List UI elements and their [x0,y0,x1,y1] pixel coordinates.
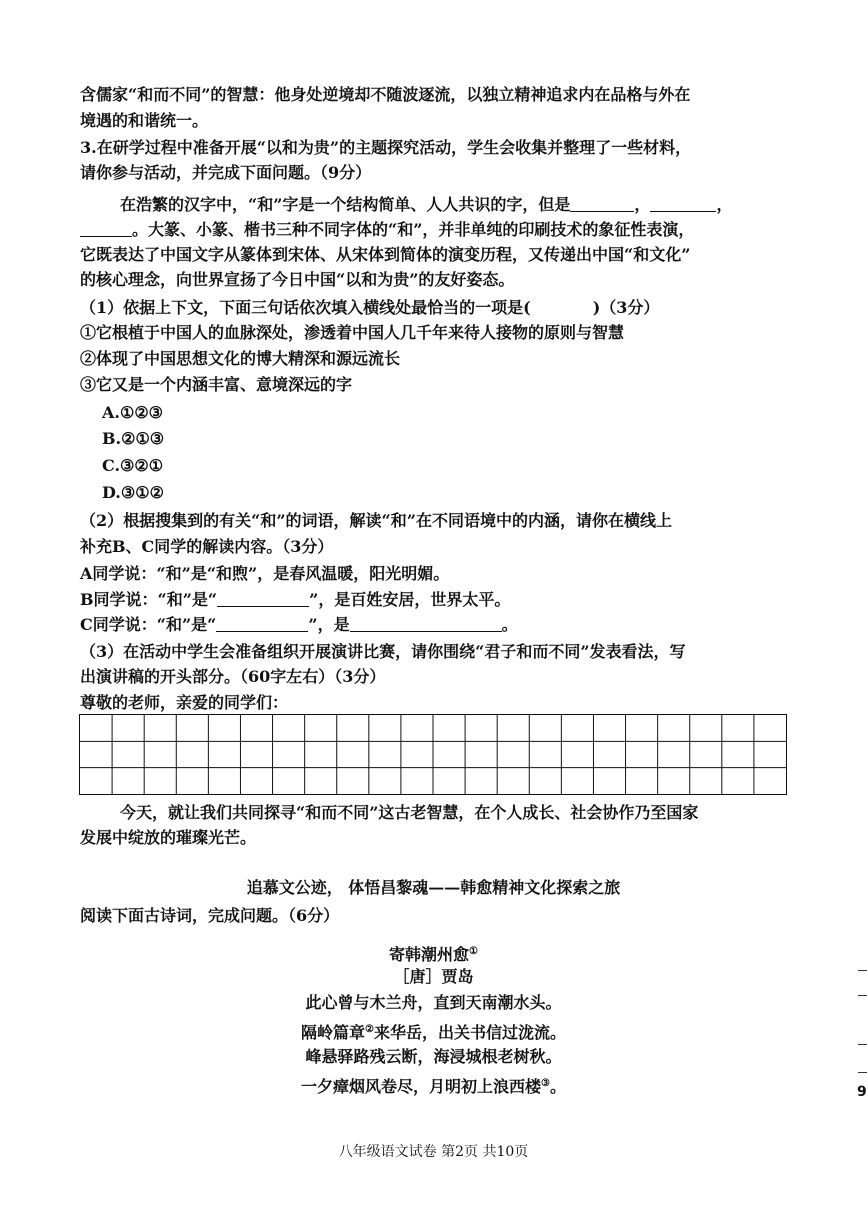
poem-title-text: 寄韩潮州愈 [389,945,470,964]
poem-line-text: 一夕瘴烟风卷尽，月明初上浪西楼 [301,1077,542,1096]
edge-rule [858,970,867,971]
sub-question-3: 出演讲稿的开头部分。（60字左右）（3分） [80,667,386,686]
option-b: B.②①③ [102,429,165,448]
writing-grid[interactable] [79,714,787,795]
sentence-item: ②体现了中国思想文化的博大精深和源远流长 [80,349,401,368]
section-instruction: 阅读下面古诗词，完成问题。（6分） [80,906,340,925]
poem-author: ［唐］贾岛 [393,967,474,986]
edge-rule [858,1044,867,1045]
option-d: D.③①② [102,483,164,502]
question-3-header: 3.在研学过程中准备开展“以和为贵”的主题探究活动，学生会收集并整理了一些材料， [80,138,692,157]
sub-question-2: 补充B、C同学的解读内容。（3分） [80,537,334,556]
passage-line [80,219,694,241]
question-3-header: 请你参与活动，并完成下面问题。（9分） [80,163,372,182]
edge-page-number: 9 [857,1084,867,1100]
sentence-item: ③它又是一个内涵丰富、意境深远的字 [80,375,353,394]
edge-rule [858,995,867,996]
poem-line [0,1019,867,1044]
sub-question-1-score: )（3分） [592,298,660,317]
sentence-item: ①它根植于中国人的血脉深处，渗透着中国人几千年来待人接物的原则与智慧 [80,323,625,342]
poem-line [0,1073,867,1098]
answer-blank[interactable] [650,195,716,212]
sub-question-1-stem: （1）依据上下文，下面三句话依次填入横线处最恰当的一项是( [80,298,531,317]
student-c-answer [80,614,518,636]
sub-question-1 [80,297,659,319]
passage-comma: ， [716,195,733,214]
footnote-marker: ① [469,946,478,957]
poem-line: 此心曾与木兰舟，直到天南潮水头。 [305,993,562,1012]
speech-closing: 今天，就让我们共同探寻“和而不同”这古老智慧，在个人成长、社会协作乃至国家 [120,803,699,822]
poem-line-text: 来华岳，出关书信过泷流。 [373,1023,566,1042]
poem-line-text: 。 [549,1077,566,1096]
option-a: A.①②③ [102,403,164,422]
option-c: C.③②① [102,456,164,475]
writing-grid-lines [80,715,786,794]
answer-blank[interactable] [216,615,308,632]
student-b-prefix: B同学说：“和”是“ [80,590,218,609]
answer-blank[interactable] [570,195,634,212]
footnote-marker: ③ [541,1078,550,1089]
speech-salutation: 尊敬的老师，亲爱的同学们： [80,693,289,712]
answer-blank[interactable] [350,615,502,632]
speech-closing: 发展中绽放的璀璨光芒。 [80,828,257,847]
student-c-middle: ”，是 [308,615,350,634]
passage-text: 在浩繁的汉字中，“和”字是一个结构简单、人人共识的字，但是 [120,195,571,214]
poem-line-text: 隔岭篇章 [301,1023,366,1042]
student-b-answer [80,589,510,611]
text-line: 境遇的和谐统一。 [80,111,209,130]
sub-question-2: （2）根据搜集到的有关“和”的词语，解读“和”在不同语境中的内涵，请你在横线上 [80,511,672,530]
text-line: 含儒家“和而不同”的智慧：他身处逆境却不随波逐流，以独立精神追求内在品格与外在 [80,85,691,104]
student-a-answer: A同学说：“和”是“和煦”，是春风温暖，阳光明媚。 [80,564,450,583]
footnote-marker: ② [365,1024,374,1035]
poem-line: 峰悬驿路残云断，海浸城根老树秋。 [305,1047,562,1066]
student-c-prefix: C同学说：“和”是“ [80,615,217,634]
poem-title [0,941,867,966]
sub-question-3: （3）在活动中学生会准备组织开展演讲比赛，请你围绕“君子和而不同”发表看法，写 [80,642,686,661]
student-b-suffix: ”，是百姓安居，世界太平。 [309,590,511,609]
section-title: 追慕文公迹， 体悟昌黎魂——韩愈精神文化探索之旅 [246,878,621,897]
passage-text: 。大篆、小篆、楷书三种不同字体的“和”，并非单纯的印刷技术的象征性表演， [132,220,695,239]
answer-blank[interactable] [80,220,132,237]
passage-comma: ， [634,195,651,214]
edge-rule [858,1072,867,1073]
passage-line: 它既表达了中国文字从篆体到宋体、从宋体到简体的演变历程，又传递出中国“和文化” [80,245,691,264]
page-footer: 八年级语文试卷 第2页 共10页 [338,1144,529,1160]
passage-line: 的核心理念，向世界宣扬了今日中国“以和为贵”的友好姿态。 [80,270,515,289]
student-c-end: 。 [501,615,518,634]
passage-line [88,194,732,216]
answer-blank[interactable] [217,590,309,607]
